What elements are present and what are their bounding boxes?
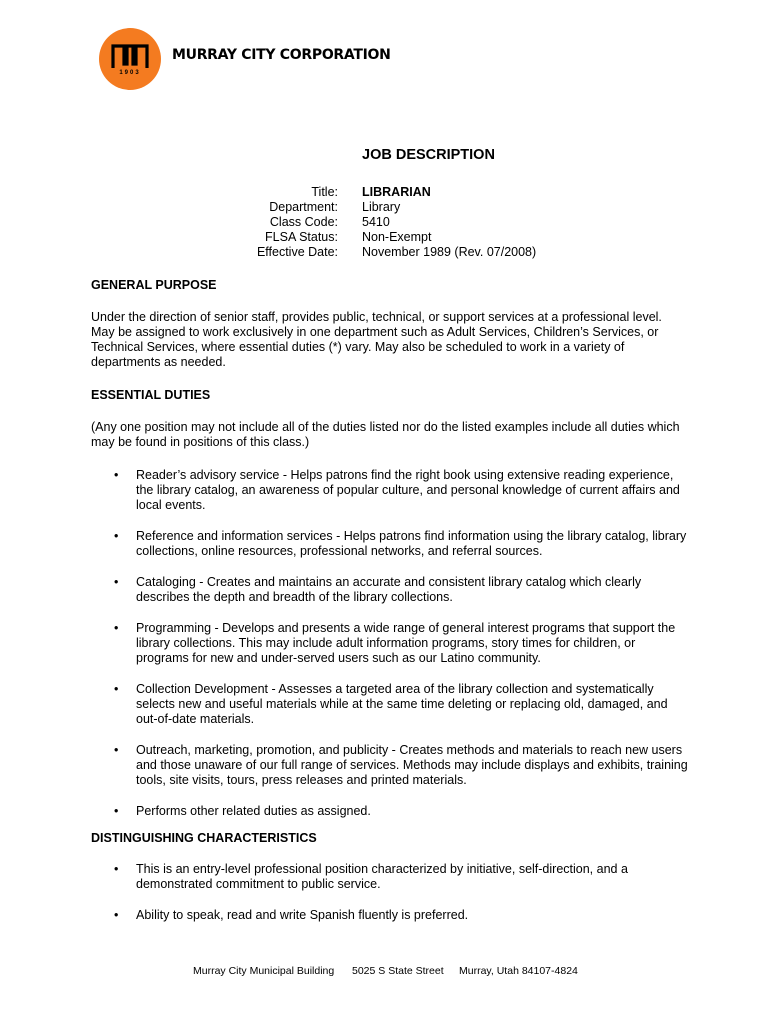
org-name: MURRAY CITY CORPORATION	[172, 47, 391, 63]
list-item	[91, 621, 691, 666]
footer-building: Murray City Municipal Building	[193, 965, 335, 977]
list-item	[91, 468, 691, 513]
info-label-department: Department:	[269, 200, 338, 214]
list-item	[91, 908, 691, 923]
essential-duties-intro: (Any one position may not include all of the duties listed nor do the listed examples include all duties which may be found in positions of this class.)	[91, 420, 680, 449]
list-item	[91, 529, 691, 559]
characteristic-text: This is an entry-level professional position characterized by initiative, self-direction, and a demonstrated commitment to public service.	[136, 862, 628, 891]
info-values	[362, 185, 536, 260]
list-item	[91, 743, 691, 788]
essential-duties-heading: ESSENTIAL DUTIES	[91, 388, 211, 402]
essential-duties-list	[91, 468, 691, 819]
info-label-flsa-status: FLSA Status:	[265, 230, 338, 244]
bullet-icon: •	[114, 575, 119, 589]
list-item	[91, 862, 691, 892]
duty-text: Reference and information services - Helps patrons find information using the library catalog, library collections, online resources, professional networks, and referral sources.	[136, 529, 687, 558]
duty-text: Programming - Develops and presents a wide range of general interest programs that support the library collections. This may include adult information programs, story times for children, or programs for new and under-served users such as our Latino community.	[136, 621, 676, 665]
distinguishing-heading: DISTINGUISHING CHARACTERISTICS	[91, 831, 317, 845]
list-item	[91, 682, 691, 727]
info-value-class-code: 5410	[362, 215, 390, 229]
footer-city: Murray, Utah 84107-4824	[459, 965, 578, 977]
duty-text: Cataloging - Creates and maintains an accurate and consistent library catalog which clearly describes the depth and breadth of the library collections.	[136, 575, 642, 604]
duty-text: Outreach, marketing, promotion, and publicity - Creates methods and materials to reach new users and those unaware of our full range of services. Methods may include displays and exhibits, training tools, site visits, tours, press releases and printed materials.	[136, 743, 688, 787]
bullet-icon: •	[114, 743, 119, 757]
info-label-effective-date: Effective Date:	[256, 245, 338, 259]
general-purpose-text: Under the direction of senior staff, provides public, technical, or support services at a professional level. May be assigned to work exclusively in one department such as Adult Services, Children’s Services, or Technical Services, where essential duties (*) vary. May also be scheduled to work in a variety of departments as needed.	[91, 310, 662, 369]
distinguishing-list	[91, 862, 691, 923]
info-value-effective-date: November 1989 (Rev. 07/2008)	[362, 245, 537, 259]
characteristic-text: Ability to speak, read and write Spanish fluently is preferred.	[136, 908, 469, 922]
m-glyph-icon	[99, 28, 161, 90]
list-item	[91, 575, 691, 605]
bullet-icon: •	[114, 621, 119, 635]
bullet-icon: •	[114, 804, 119, 818]
info-value-flsa-status: Non-Exempt	[362, 230, 432, 244]
info-value-department: Library	[362, 200, 401, 214]
bullet-icon: •	[114, 529, 119, 543]
murray-logo	[99, 28, 161, 90]
duty-text: Collection Development - Assesses a targeted area of the library collection and systematically selects new and useful materials while at the same time deleting or replacing old, damaged, and out-of-date materials.	[136, 682, 668, 726]
general-purpose-heading: GENERAL PURPOSE	[91, 278, 217, 292]
list-item	[91, 804, 691, 819]
footer-street: 5025 S State Street	[352, 965, 444, 977]
bullet-icon: •	[114, 682, 119, 696]
info-label-class-code: Class Code:	[269, 215, 338, 229]
duty-text: Reader’s advisory service - Helps patrons find the right book using extensive reading experience, the library catalog, an awareness of popular culture, and personal knowledge of current affairs and local events.	[136, 468, 680, 512]
logo-year: 1903	[119, 70, 141, 76]
document-title: JOB DESCRIPTION	[362, 147, 495, 163]
bullet-icon: •	[114, 908, 119, 922]
info-labels	[200, 185, 338, 260]
info-label-title: Title:	[311, 185, 338, 199]
duty-text: Performs other related duties as assigned.	[136, 804, 371, 818]
bullet-icon: •	[114, 862, 119, 876]
info-value-title: LIBRARIAN	[362, 185, 431, 199]
bullet-icon: •	[114, 468, 119, 482]
